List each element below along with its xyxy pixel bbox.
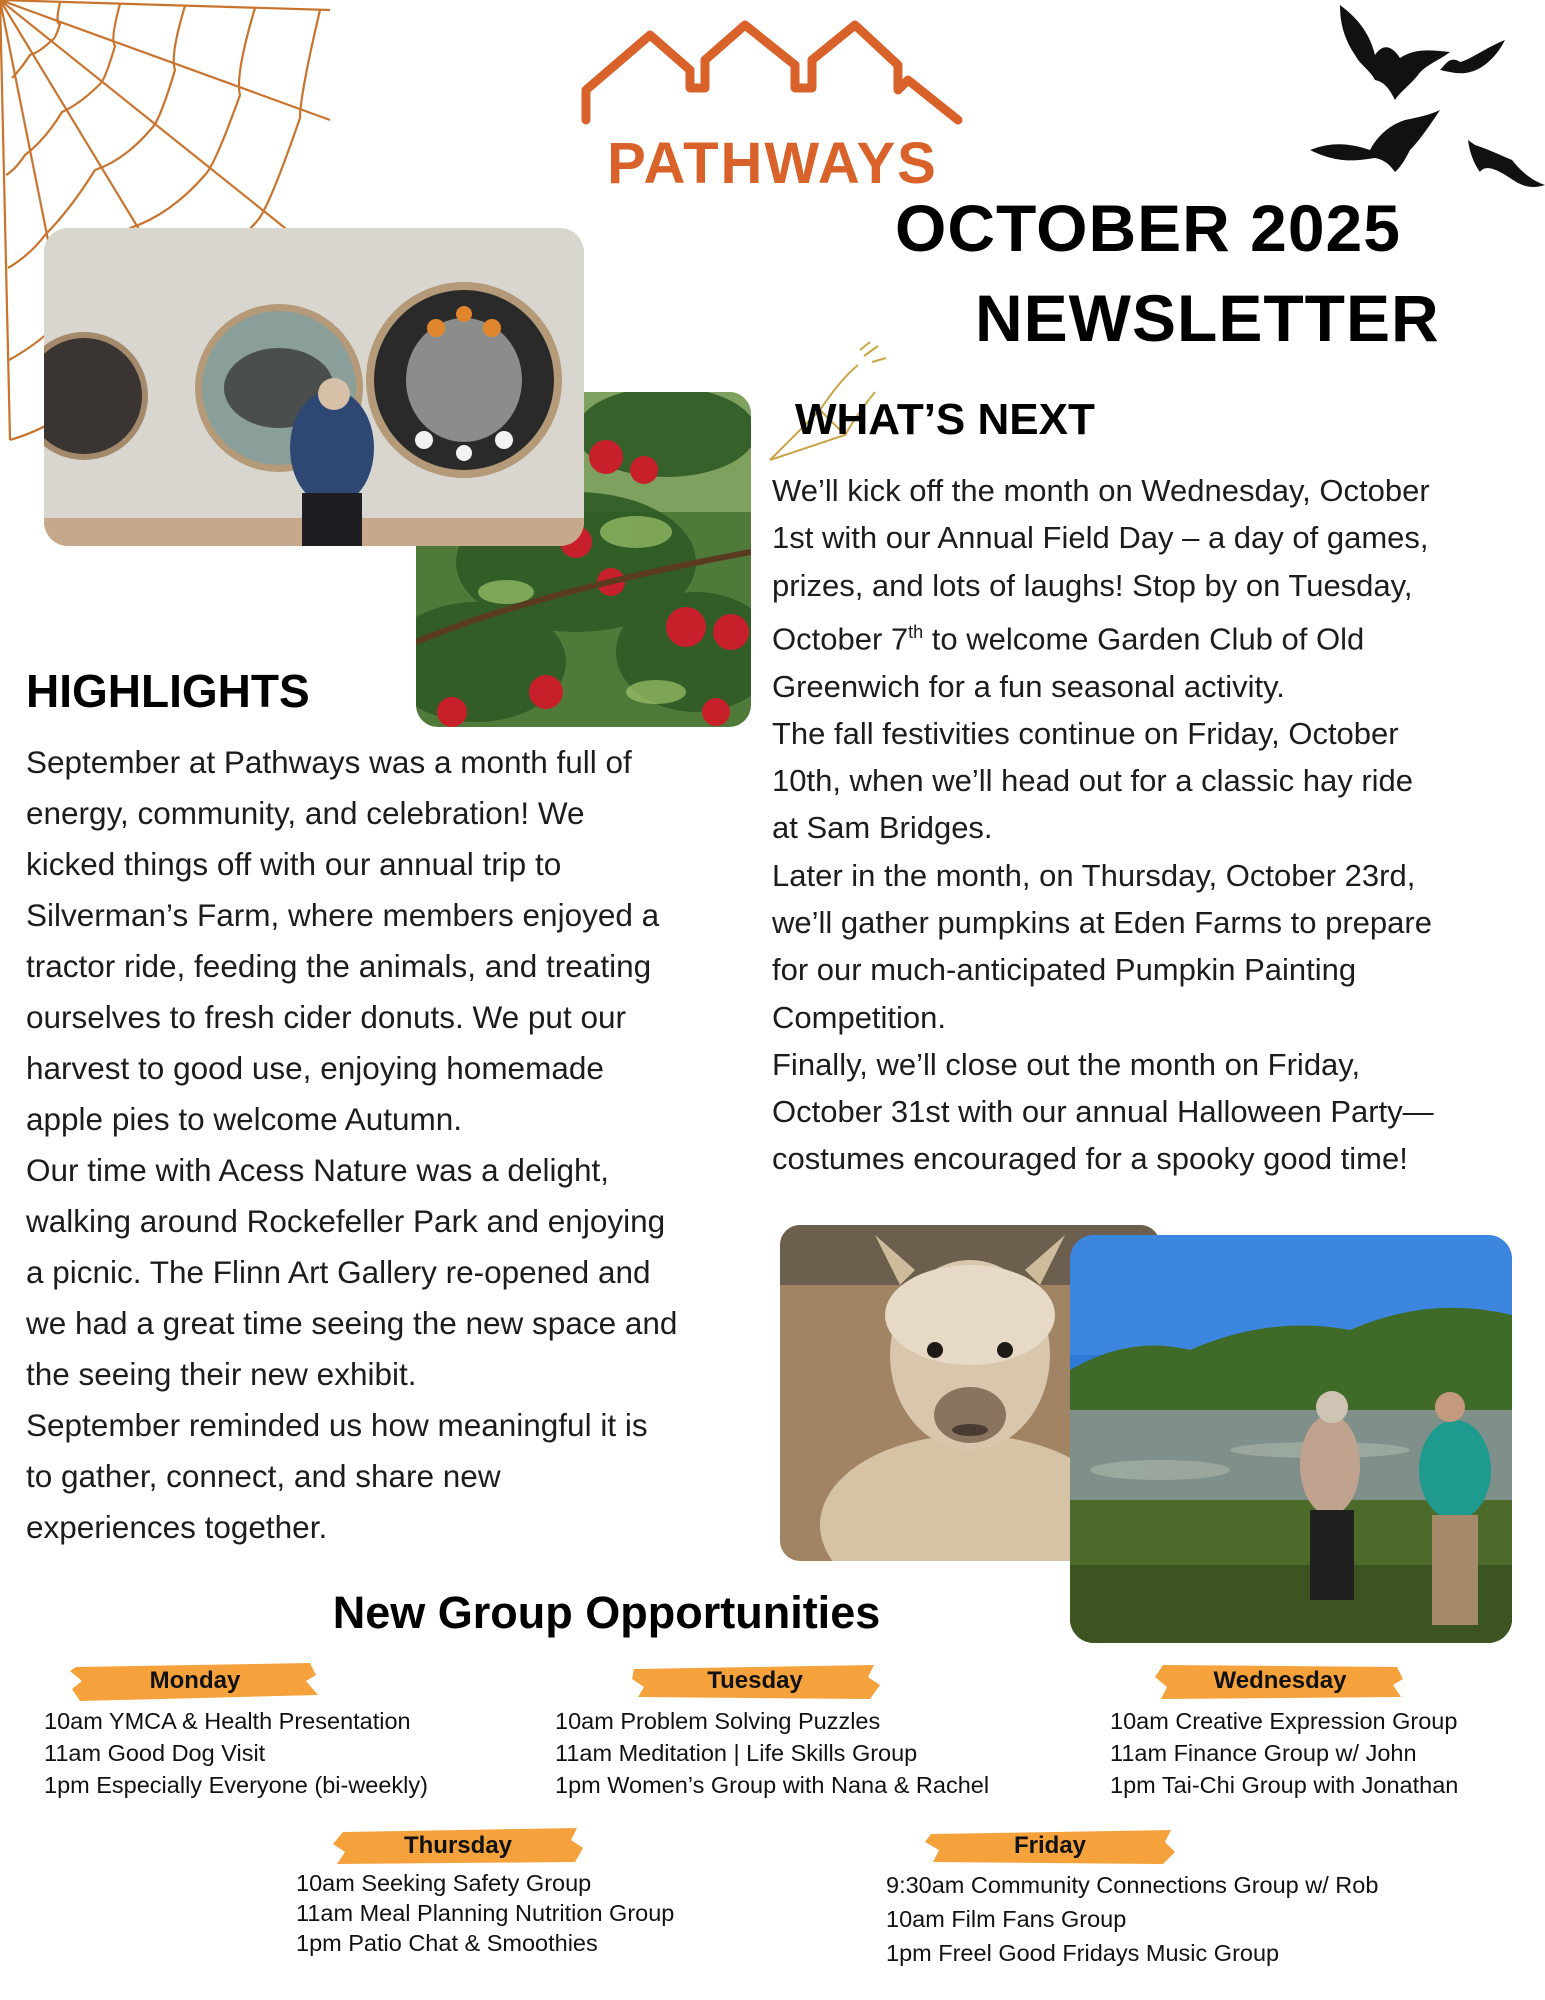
tuesday-list [555,1705,1055,1801]
pathways-logo [580,20,965,196]
day-label-monday [70,1657,320,1705]
day-label-tuesday [630,1657,880,1705]
day-label-text: Wednesday [1213,1667,1347,1694]
whats-next-paragraph [772,467,1522,710]
lake-photo [1070,1235,1512,1643]
groups-heading: New Group Opportunities [332,1587,881,1638]
list-item: 10am Film Fans Group [886,1906,1127,1932]
bats-decoration [1300,0,1545,210]
newsletter-title: NEWSLETTER [975,281,1440,355]
highlights-paragraph: September at Pathways was a month full of energy, community, and celebration! We kicked things off with our annual trip to Silverman’s Farm, where members enjoyed a tractor ride, feeding the animals, and treating ourselves to fresh cider donuts. We put our harvest to good use, enjoying homemade apple pies to welcome Autumn. [26,744,660,1137]
whats-next-body [772,467,1522,1183]
newsletter-title-month: OCTOBER 2025 [895,191,1401,265]
whats-next-paragraph: Finally, we’ll close out the month on Friday, October 31st with our annual Halloween Party— costumes encouraged for a spooky good time! [772,1046,1434,1177]
list-item: 10am Seeking Safety Group [296,1870,592,1896]
superscript-th: th [908,621,924,642]
highlights-paragraph: September reminded us how meaningful it is to gather, connect, and share new experiences together. [26,1407,648,1545]
list-item: 11am Good Dog Visit [44,1740,266,1766]
whats-next-text: to welcome Garden Club of Old Greenwich for a fun seasonal activity. [772,621,1365,704]
list-item: 1pm Tai-Chi Group with Jonathan [1110,1772,1459,1798]
day-label-thursday [333,1822,583,1870]
day-label-text: Monday [149,1667,241,1694]
day-label-friday [925,1822,1175,1870]
highlights-body [26,737,746,1553]
day-label-text: Tuesday [707,1667,803,1694]
list-item: 11am Meditation | Life Skills Group [555,1740,918,1766]
day-label-wednesday [1155,1657,1405,1705]
friday-list [886,1868,1446,1970]
whats-next-text: We’ll kick off the month on Wednesday, October 1st with our Annual Field Day – a day of games, prizes, and lots of laughs! Stop by on Tuesday, October 7 [772,473,1430,657]
highlights-heading: HIGHLIGHTS [26,665,310,717]
day-label-text: Friday [1013,1832,1087,1859]
list-item: 10am Problem Solving Puzzles [555,1708,881,1734]
list-item: 1pm Women’s Group with Nana & Rachel [555,1772,990,1798]
whats-next-paragraph: The fall festivities continue on Friday, October 10th, when we’ll head out for a classic hay ride at Sam Bridges. [772,715,1414,846]
logo-text: PATHWAYS [607,131,938,196]
list-item: 1pm Freel Good Fridays Music Group [886,1940,1280,1966]
list-item: 10am Creative Expression Group [1110,1708,1458,1734]
list-item: 11am Finance Group w/ John [1110,1740,1417,1766]
whats-next-paragraph: Later in the month, on Thursday, October 23rd, we’ll gather pumpkins at Eden Farms to prepare for our much-anticipated Pumpkin Painting Competition. [772,857,1432,1035]
wednesday-list [1110,1705,1530,1801]
list-item: 9:30am Community Connections Group w/ Rob [886,1872,1379,1898]
list-item: 1pm Especially Everyone (bi-weekly) [44,1772,428,1798]
list-item: 1pm Patio Chat & Smoothies [296,1930,598,1956]
art-gallery-photo [44,228,584,546]
list-item: 10am YMCA & Health Presentation [44,1708,411,1734]
list-item: 11am Meal Planning Nutrition Group [296,1900,675,1926]
whats-next-heading: WHAT’S NEXT [795,395,1095,444]
day-label-text: Thursday [403,1832,513,1859]
monday-list [44,1705,434,1801]
thursday-list [296,1868,756,1958]
highlights-paragraph: Our time with Acess Nature was a delight, walking around Rockefeller Park and enjoying a picnic. The Flinn Art Gallery re-opened and we had a great time seeing the new space and the seeing their new exhibit. [26,1152,678,1392]
houses-roof-icon [580,20,965,130]
